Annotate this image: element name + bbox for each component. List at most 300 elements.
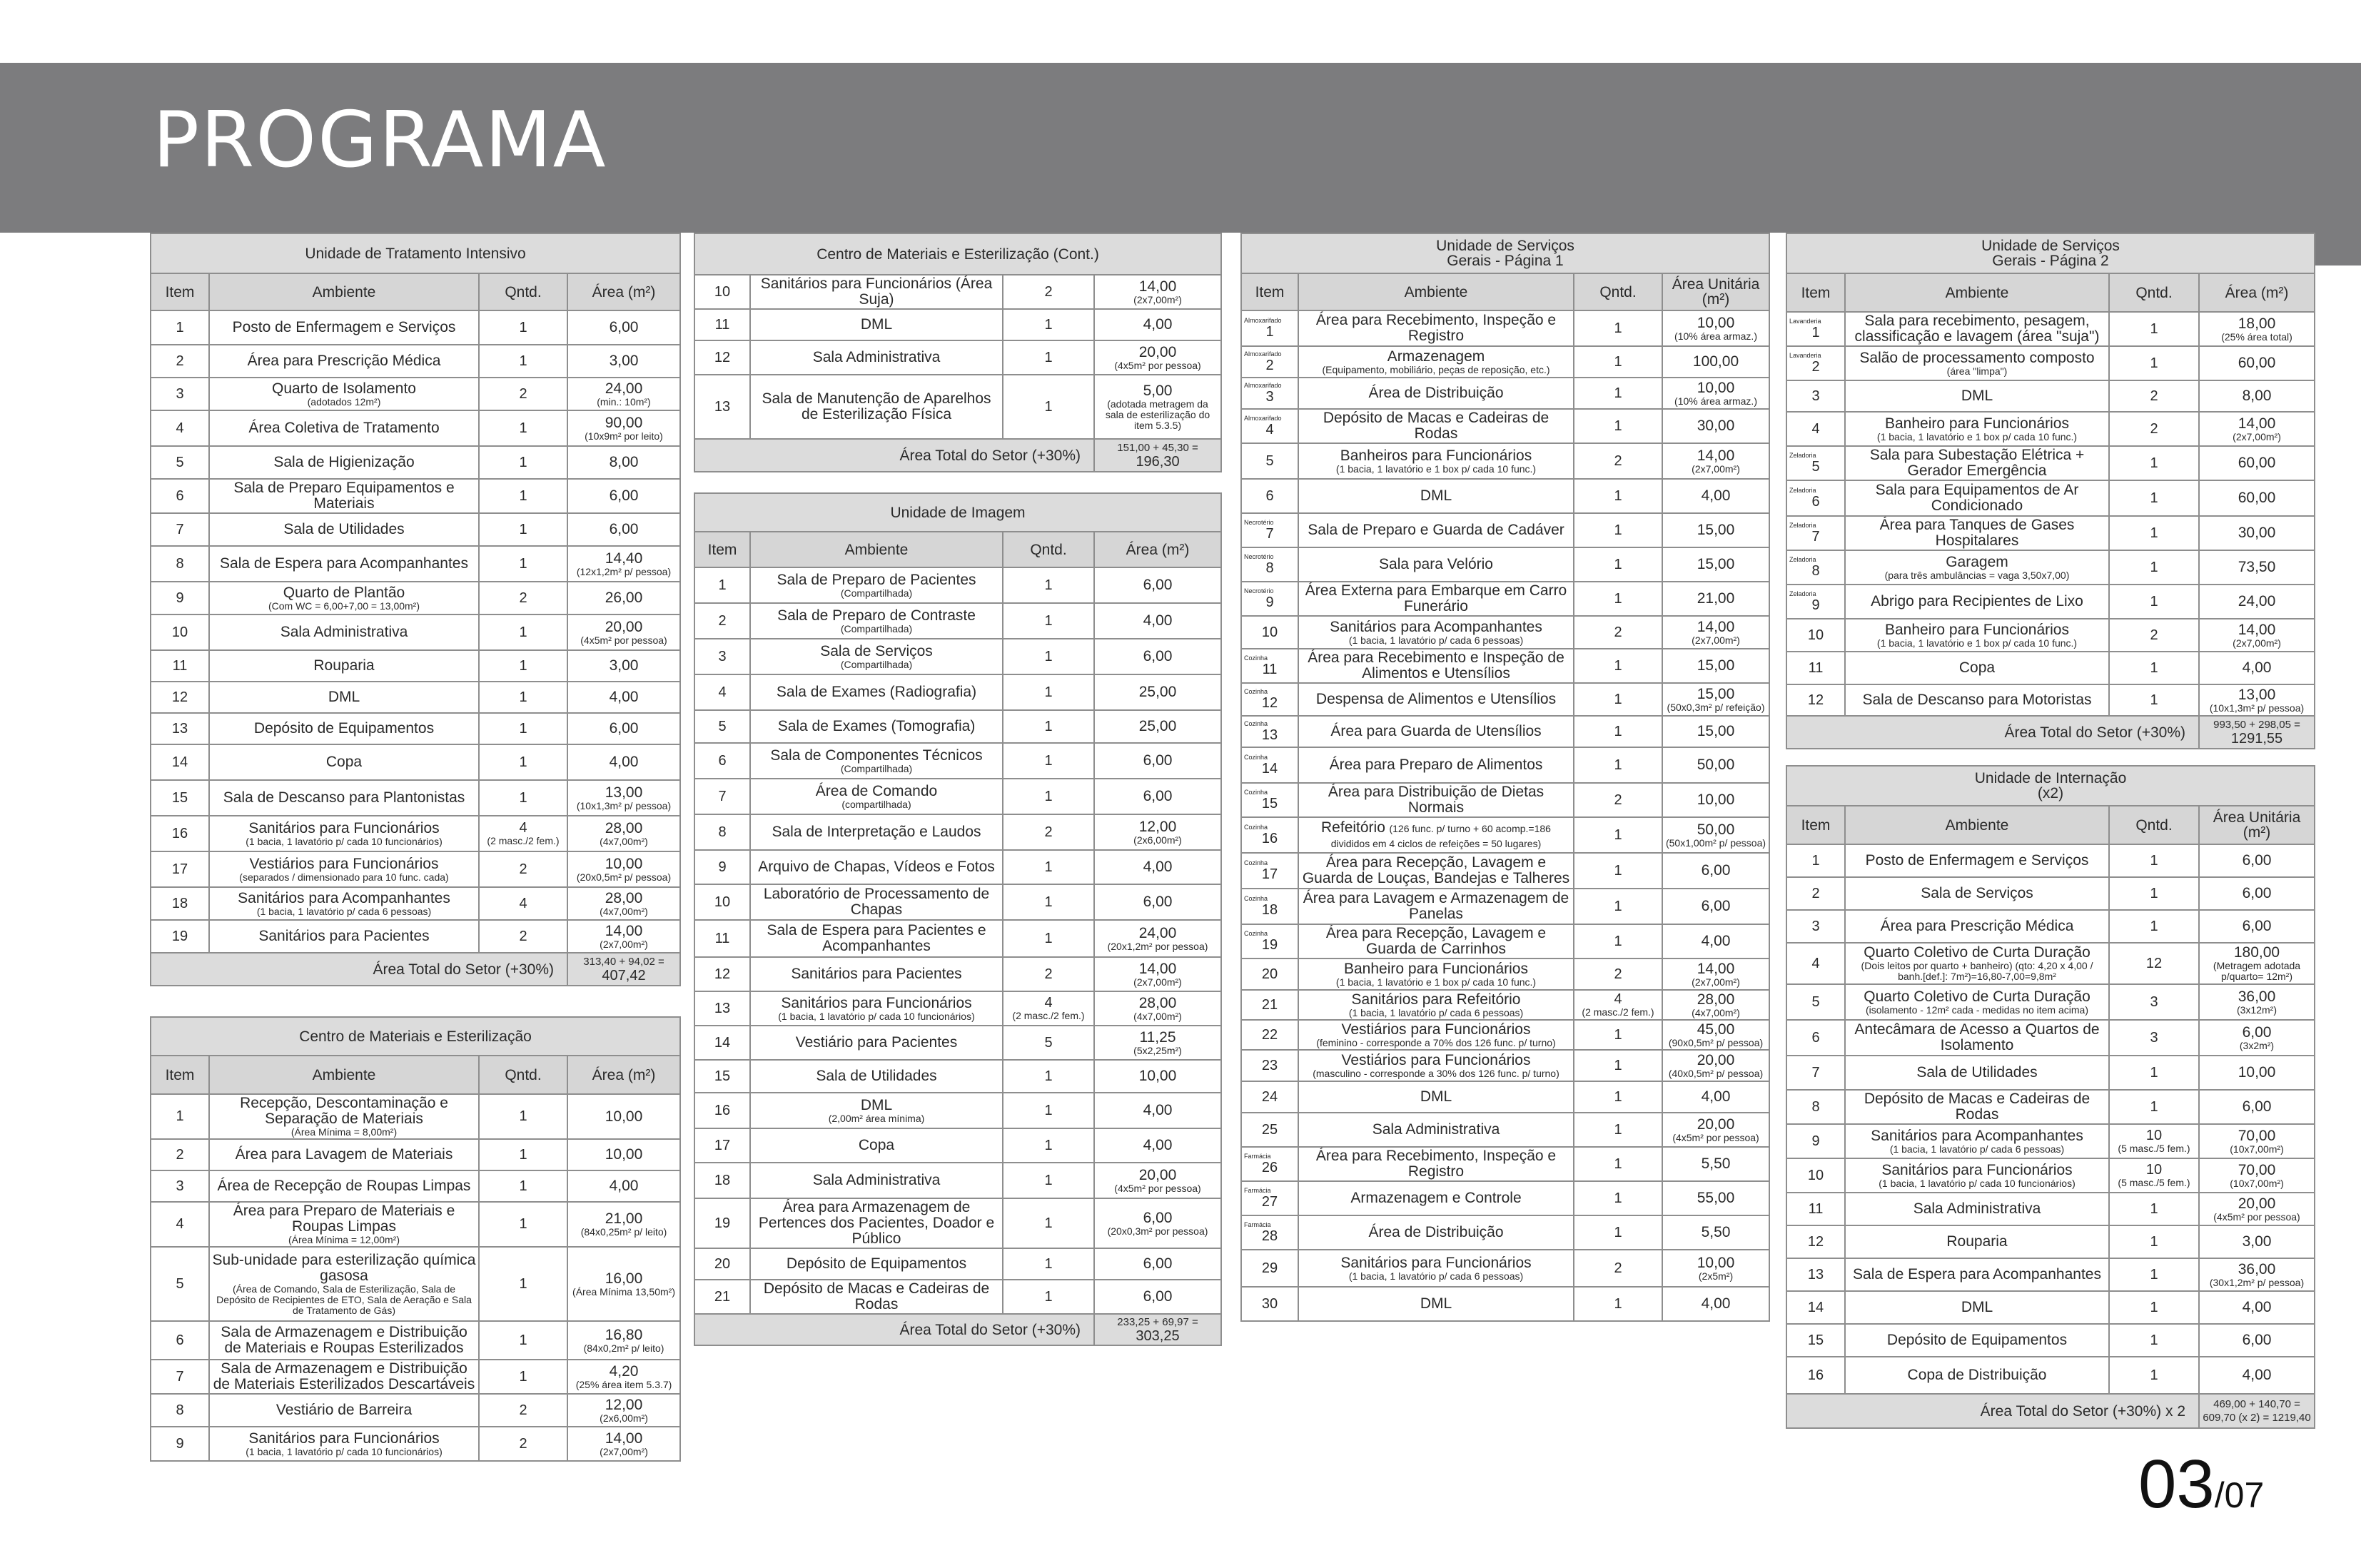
item-number: 13 xyxy=(171,720,188,737)
quantity-cell xyxy=(2109,1324,2199,1357)
quantity-cell xyxy=(2109,1020,2199,1056)
item-category: Lavanderia xyxy=(1789,352,1821,359)
ambiente-name: Área para Lavagem e Armazenagem de Panelas xyxy=(1303,890,1569,922)
area-value: 60,00 xyxy=(2238,455,2276,471)
total-calc: 151,00 + 45,30 = xyxy=(1117,442,1198,454)
total-value xyxy=(1094,1314,1221,1345)
table-row xyxy=(1786,1357,2315,1394)
quantity-cell xyxy=(1574,443,1662,479)
quantity-cell xyxy=(1003,639,1094,674)
ambiente-note: (Área de Comando, Sala de Esterilização, Sala de Depósito de Recipientes de ETO, Sala de Aeração e Sala de Tratamento de Gás) xyxy=(216,1283,472,1316)
ambiente-cell xyxy=(1845,1056,2109,1090)
item-number: 13 xyxy=(714,1000,731,1016)
table-title-line: Unidade de Imagem xyxy=(890,504,1026,521)
area-cell xyxy=(2199,516,2315,550)
item-cell xyxy=(694,1093,750,1128)
area-value: 50,00 xyxy=(1697,757,1735,773)
ambiente-cell xyxy=(209,446,479,479)
table-row xyxy=(151,851,680,887)
quantity-value: 1 xyxy=(519,624,527,640)
area-cell xyxy=(1094,375,1221,439)
item-cell xyxy=(1786,652,1845,684)
area-value: 10,00 xyxy=(1697,314,1735,331)
quantity-cell xyxy=(1574,716,1662,747)
area-cell xyxy=(567,378,680,410)
ambiente-name: Copa xyxy=(1958,659,1996,676)
quantity-cell xyxy=(479,682,567,713)
item-cell xyxy=(1786,1056,1845,1090)
table-row xyxy=(1786,312,2315,346)
ambiente-name: Área para Recepção, Lavagem e Guarda de Louças, Bandejas e Talheres xyxy=(1302,854,1570,886)
area-value: 4,00 xyxy=(1701,1295,1731,1312)
area-value: 10,00 xyxy=(605,1108,643,1125)
ambiente-cell xyxy=(1298,616,1574,649)
area-value: 10,00 xyxy=(1697,379,1735,396)
table-row xyxy=(1241,1287,1769,1321)
area-value: 21,00 xyxy=(605,1210,643,1227)
quantity-cell xyxy=(2109,943,2199,984)
ambiente-note: (1 bacia, 1 lavatório p/ cada 6 pessoas) xyxy=(1348,1270,1524,1282)
area-note: (10x7,00m²) xyxy=(2230,1143,2284,1155)
ambiente-cell xyxy=(750,779,1003,814)
quantity-value: 1 xyxy=(1044,684,1053,700)
table-row xyxy=(1786,516,2315,550)
ambiente-cell xyxy=(1845,380,2109,412)
item-category: Cozinha xyxy=(1244,720,1268,727)
item-number: 15 xyxy=(1807,1332,1824,1348)
item-cell xyxy=(1241,716,1298,747)
area-cell xyxy=(1662,616,1769,649)
area-value: 6,00 xyxy=(2242,1023,2272,1041)
area-cell xyxy=(2199,1056,2315,1090)
total-sum: 303,25 xyxy=(1136,1328,1180,1344)
item-number: 7 xyxy=(718,788,727,804)
area-note: (4x5m² por pessoa) xyxy=(2213,1210,2300,1223)
ambiente-cell xyxy=(1298,1287,1574,1321)
quantity-value: 1 xyxy=(2150,885,2158,901)
quantity-value: 1 xyxy=(519,1108,527,1124)
table-row xyxy=(151,546,680,582)
area-value: 6,00 xyxy=(2242,1098,2272,1115)
area-value: 6,00 xyxy=(1143,752,1173,769)
ambiente-name: Despensa de Alimentos e Utensílios xyxy=(1315,691,1557,707)
area-value: 70,00 xyxy=(2238,1127,2276,1144)
area-value: 3,00 xyxy=(609,657,639,674)
item-cell xyxy=(1241,547,1298,582)
ambiente-note: (para três ambulâncias = vaga 3,50x7,00) xyxy=(1884,569,2070,581)
area-cell xyxy=(567,650,680,682)
area-cell xyxy=(1094,1248,1221,1280)
table-row xyxy=(694,1093,1221,1128)
ambiente-cell xyxy=(1298,547,1574,582)
table-row xyxy=(1786,652,2315,684)
area-value: 8,00 xyxy=(609,454,639,470)
item-number: 1 xyxy=(176,319,184,335)
item-cell xyxy=(1786,943,1845,984)
item-category: Zeladoria xyxy=(1789,487,1816,494)
table-row xyxy=(1241,958,1769,990)
item-number: 14 xyxy=(714,1034,731,1051)
table-row xyxy=(694,991,1221,1026)
item-number: 4 xyxy=(176,420,184,436)
area-cell xyxy=(567,1427,680,1461)
quantity-cell xyxy=(1003,710,1094,743)
item-number: 2 xyxy=(1811,885,1820,901)
item-cell xyxy=(1786,516,1845,550)
column-header: Ambiente xyxy=(1845,273,2109,312)
item-cell xyxy=(1786,1357,1845,1394)
ambiente-name: Sala Administrativa xyxy=(1913,1200,2041,1217)
table-title-line: Gerais - Página 1 xyxy=(1447,253,1564,269)
ambiente-cell xyxy=(209,650,479,682)
area-value: 18,00 xyxy=(2238,315,2276,332)
item-category: Cozinha xyxy=(1244,688,1268,695)
item-number: 5 xyxy=(1811,459,1820,475)
item-cell xyxy=(694,603,750,639)
quantity-value: 1 xyxy=(1614,1295,1622,1312)
area-value: 6,00 xyxy=(1143,788,1173,804)
area-cell xyxy=(567,920,680,953)
column-header: Área (m²) xyxy=(567,273,680,310)
quantity-cell xyxy=(1574,1250,1662,1287)
ambiente-name: Sala de Espera para Pacientes e Acompanhantes xyxy=(767,922,986,954)
ambiente-note: (1 bacia, 1 lavatório p/ cada 10 funcionários) xyxy=(778,1010,975,1022)
total-label: Área Total do Setor (+30%) xyxy=(694,1314,1094,1345)
ambiente-name: Sala Administrativa xyxy=(280,624,408,640)
item-cell xyxy=(151,546,209,582)
ambiente-name: Sala de Utilidades xyxy=(1916,1064,2038,1081)
item-number: 28 xyxy=(1261,1228,1278,1244)
area-cell xyxy=(1094,275,1221,309)
area-value: 45,00 xyxy=(1697,1021,1735,1038)
column-header: Ambiente xyxy=(209,1056,479,1094)
item-number: 6 xyxy=(176,487,184,504)
quantity-value: 1 xyxy=(519,454,527,470)
table-row xyxy=(151,780,680,816)
table-row xyxy=(1786,844,2315,877)
quantity-value: 1 xyxy=(2150,525,2158,541)
ambiente-name: Área para Recepção, Lavagem e Guarda de Carrinhos xyxy=(1325,925,1547,957)
area-value: 10,00 xyxy=(1697,791,1735,808)
ambiente-name: Copa xyxy=(858,1137,895,1153)
area-value: 15,00 xyxy=(1697,522,1735,538)
ambiente-cell xyxy=(1298,958,1574,990)
area-cell xyxy=(1094,850,1221,884)
item-cell xyxy=(1786,1090,1845,1124)
ambiente-name: Sala de Utilidades xyxy=(283,521,405,537)
ambiente-cell xyxy=(1845,1158,2109,1193)
area-cell xyxy=(1662,747,1769,783)
quantity-value: 4 xyxy=(519,820,527,836)
ambiente-name: Vestiário de Barreira xyxy=(275,1402,413,1418)
table-row xyxy=(1241,783,1769,817)
ambiente-cell xyxy=(1845,1357,2109,1394)
area-note: (2x7,00m²) xyxy=(600,1445,648,1457)
quantity-value: 1 xyxy=(2150,852,2158,869)
ambiente-cell xyxy=(750,1026,1003,1060)
table-row xyxy=(1241,1147,1769,1181)
area-note: (10x1,3m² p/ pessoa) xyxy=(576,799,672,811)
ambiente-name: Área para Guarda de Utensílios xyxy=(1330,723,1542,739)
area-value: 4,00 xyxy=(2242,1367,2272,1383)
ambiente-cell xyxy=(750,639,1003,674)
table-row xyxy=(1786,619,2315,652)
quantity-value: 1 xyxy=(2150,659,2158,676)
total-value xyxy=(567,953,680,986)
item-cell xyxy=(151,614,209,650)
ambiente-name: Sala Administrativa xyxy=(1372,1121,1500,1138)
ambiente-name: Sanitários para Funcionários (Área Suja) xyxy=(760,275,993,308)
quantity-cell xyxy=(2109,984,2199,1020)
ambiente-name: Sala de Utilidades xyxy=(816,1068,937,1084)
item-category: Lavanderia xyxy=(1789,318,1821,325)
ambiente-name: Sanitários para Acompanhantes xyxy=(1330,618,1542,635)
item-cell xyxy=(1241,1050,1298,1081)
quantity-cell xyxy=(479,446,567,479)
quantity-value: 1 xyxy=(519,420,527,436)
area-cell xyxy=(567,479,680,513)
item-number: 21 xyxy=(714,1288,731,1305)
area-note: (2x7,00m²) xyxy=(1133,293,1182,305)
ambiente-name: Laboratório de Processamento de Chapas xyxy=(763,886,990,918)
item-number: 17 xyxy=(1261,866,1278,882)
quantity-cell xyxy=(2109,910,2199,943)
table-title-line: (x2) xyxy=(2037,785,2064,801)
table-row xyxy=(1786,1291,2315,1324)
quantity-cell xyxy=(1003,375,1094,439)
quantity-value: 1 xyxy=(2150,1098,2158,1115)
table-title-row xyxy=(1786,233,2315,273)
table-title-line: Unidade de Serviços xyxy=(1436,238,1574,254)
table-row xyxy=(694,674,1221,710)
quantity-cell xyxy=(479,887,567,920)
ambiente-name: Sala de Manutenção de Aparelhos de Esterilização Física xyxy=(762,390,991,423)
item-cell xyxy=(694,779,750,814)
table-row xyxy=(694,1060,1221,1093)
quantity-cell xyxy=(479,345,567,378)
ambiente-cell xyxy=(750,884,1003,920)
item-number: 9 xyxy=(1265,595,1274,610)
item-cell xyxy=(1786,619,1845,652)
ambiente-note: (Área Mínima = 12,00m²) xyxy=(288,1234,400,1245)
item-number: 16 xyxy=(714,1102,731,1118)
area-value: 24,00 xyxy=(1138,924,1177,941)
ambiente-cell xyxy=(209,310,479,345)
area-value: 180,00 xyxy=(2233,944,2280,961)
column-header: Item xyxy=(1241,273,1298,310)
item-number: 13 xyxy=(714,398,731,415)
ambiente-name: Sala de Preparo e Guarda de Cadáver xyxy=(1308,522,1564,538)
quantity-cell xyxy=(479,546,567,582)
ambiente-cell xyxy=(1845,585,2109,619)
area-cell xyxy=(1662,1250,1769,1287)
ambiente-cell xyxy=(750,1198,1003,1248)
ambiente-cell xyxy=(1845,446,2109,480)
item-number: 3 xyxy=(1811,388,1820,404)
quantity-value: 2 xyxy=(2150,388,2158,404)
area-cell xyxy=(1094,1026,1221,1060)
item-cell xyxy=(1786,1324,1845,1357)
ambiente-note: (1 bacia, 1 lavatório p/ cada 6 pessoas) xyxy=(1348,634,1524,646)
quantity-cell xyxy=(2109,844,2199,877)
table-internacao xyxy=(1786,765,2315,1429)
area-cell xyxy=(567,513,680,546)
area-note: (2x7,00m²) xyxy=(1692,462,1740,475)
item-category: Farmácia xyxy=(1244,1153,1271,1160)
area-cell xyxy=(567,410,680,446)
ambiente-name: Sala de Exames (Tomografia) xyxy=(777,718,976,734)
area-note: (10x9m² por leito) xyxy=(585,430,663,442)
item-cell xyxy=(151,345,209,378)
ambiente-name: Refeitório xyxy=(1321,819,1385,836)
quantity-value: 1 xyxy=(1614,691,1622,707)
ambiente-name: Quarto de Plantão xyxy=(283,584,405,601)
item-cell xyxy=(1241,1113,1298,1147)
ambiente-note: (1 bacia, 1 lavatório p/ cada 10 funcionários) xyxy=(1879,1177,2076,1189)
item-number: 6 xyxy=(176,1332,184,1348)
item-cell xyxy=(694,1280,750,1314)
quantity-value: 1 xyxy=(2150,1233,2158,1250)
area-cell xyxy=(1094,309,1221,340)
ambiente-cell xyxy=(1845,1090,2109,1124)
area-cell xyxy=(2199,1357,2315,1394)
ambiente-name: Área Coletiva de Tratamento xyxy=(248,420,440,436)
table-row xyxy=(151,479,680,513)
area-note: (10% área armaz.) xyxy=(1674,330,1757,342)
ambiente-note: (Com WC = 6,00+7,00 = 13,00m²) xyxy=(268,600,420,612)
ambiente-name: Sala para Equipamentos de Ar Condicionado xyxy=(1875,482,2079,514)
quantity-value: 1 xyxy=(1044,752,1053,769)
ambiente-name: Depósito de Equipamentos xyxy=(1886,1332,2068,1348)
area-cell xyxy=(567,713,680,744)
table-row xyxy=(151,513,680,546)
ambiente-name: DML xyxy=(1961,388,1993,404)
ambiente-name: Área Externa para Embarque em Carro Funerário xyxy=(1305,582,1567,614)
quantity-value: 1 xyxy=(1614,522,1622,538)
quantity-value: 1 xyxy=(2150,1200,2158,1217)
area-value: 4,00 xyxy=(609,689,639,705)
item-number: 6 xyxy=(1811,494,1820,510)
column-header: Ambiente xyxy=(1845,806,2109,844)
table-row xyxy=(151,713,680,744)
area-value: 6,00 xyxy=(609,319,639,335)
item-number: 10 xyxy=(1807,1167,1824,1183)
area-cell xyxy=(2199,380,2315,412)
ambiente-cell xyxy=(750,814,1003,850)
ambiente-name: Banheiro para Funcionários xyxy=(1344,960,1528,977)
ambiente-cell xyxy=(1298,649,1574,683)
quantity-value: 3 xyxy=(2150,993,2158,1010)
quantity-value: 2 xyxy=(2150,627,2158,643)
table-title-row xyxy=(1786,766,2315,806)
item-number: 11 xyxy=(714,930,730,946)
quantity-cell xyxy=(479,1427,567,1461)
item-number: 4 xyxy=(1811,955,1820,971)
quantity-value: 2 xyxy=(519,1402,527,1418)
quantity-value: 1 xyxy=(1614,933,1622,949)
ambiente-note: (1 bacia, 1 lavatório e 1 box p/ cada 10 func.) xyxy=(1876,430,2078,442)
item-category: Cozinha xyxy=(1244,859,1268,866)
quantity-cell xyxy=(2109,1124,2199,1158)
item-number: 4 xyxy=(176,1216,184,1232)
table-title xyxy=(694,493,1221,532)
ambiente-note: (área "limpa") xyxy=(1946,365,2008,377)
total-label: Área Total do Setor (+30%) xyxy=(151,953,567,986)
item-cell xyxy=(694,639,750,674)
ambiente-cell xyxy=(1298,1181,1574,1215)
area-cell xyxy=(567,1094,680,1139)
area-note: (Metragem adotada p/quarto= 12m²) xyxy=(2213,960,2301,982)
table-row xyxy=(694,309,1221,340)
item-number: 11 xyxy=(172,657,188,674)
item-number: 11 xyxy=(1808,1200,1824,1217)
ambiente-note: (Compartilhada) xyxy=(840,622,913,634)
item-cell xyxy=(1241,1147,1298,1181)
ambiente-name: Sala de Componentes Técnicos xyxy=(770,747,983,764)
item-number: 30 xyxy=(1261,1295,1278,1312)
area-cell xyxy=(1662,479,1769,513)
area-value: 12,00 xyxy=(1138,818,1177,835)
area-note: (4x5m² por pessoa) xyxy=(1672,1131,1759,1143)
item-cell xyxy=(1241,1181,1298,1215)
ambiente-name: Área para Recebimento, Inspeção e Registro xyxy=(1315,312,1557,344)
ambiente-cell xyxy=(750,375,1003,439)
ambiente-cell xyxy=(1298,924,1574,958)
quantity-value: 1 xyxy=(1614,418,1622,434)
table-row xyxy=(151,410,680,446)
table-row xyxy=(151,1360,680,1394)
quantity-value: 1 xyxy=(2150,593,2158,610)
table-row xyxy=(151,582,680,614)
area-value: 20,00 xyxy=(1138,1166,1177,1183)
ambiente-name: Depósito de Equipamentos xyxy=(253,720,435,737)
column-header: Área (m²) xyxy=(2199,273,2315,312)
ambiente-note: (1 bacia, 1 lavatório p/ cada 6 pessoas) xyxy=(1348,1006,1524,1018)
ambiente-cell xyxy=(1298,683,1574,716)
table-row xyxy=(1786,1258,2315,1291)
total-value xyxy=(2199,1394,2315,1428)
ambiente-cell xyxy=(1845,1020,2109,1056)
table-row xyxy=(1786,1124,2315,1158)
column-header: Qntd. xyxy=(479,273,567,310)
item-cell xyxy=(1786,910,1845,943)
quantity-cell xyxy=(1574,958,1662,990)
area-cell xyxy=(567,446,680,479)
ambiente-cell xyxy=(1298,1215,1574,1250)
quantity-value: 1 xyxy=(1044,859,1053,875)
quantity-value: 1 xyxy=(2150,1367,2158,1383)
item-cell xyxy=(151,582,209,614)
item-number: 3 xyxy=(1265,389,1274,405)
quantity-value: 1 xyxy=(519,319,527,335)
quantity-value: 4 xyxy=(519,895,527,911)
area-cell xyxy=(2199,1020,2315,1056)
quantity-cell xyxy=(479,780,567,816)
item-number: 3 xyxy=(1811,918,1820,934)
item-cell xyxy=(694,957,750,991)
area-value: 6,00 xyxy=(609,487,639,504)
table-row xyxy=(1241,443,1769,479)
ambiente-name: Sala para recebimento, pesagem, classificação e lavagem (área "suja") xyxy=(1854,313,2100,345)
item-cell xyxy=(151,310,209,345)
quantity-value: 1 xyxy=(1614,862,1622,879)
table-row xyxy=(694,743,1221,779)
area-value: 24,00 xyxy=(2238,593,2276,610)
ambiente-cell xyxy=(209,1427,479,1461)
area-note: (4x7,00m²) xyxy=(1692,1006,1740,1018)
ambiente-name: Rouparia xyxy=(1946,1233,2008,1250)
quantity-cell xyxy=(479,513,567,546)
